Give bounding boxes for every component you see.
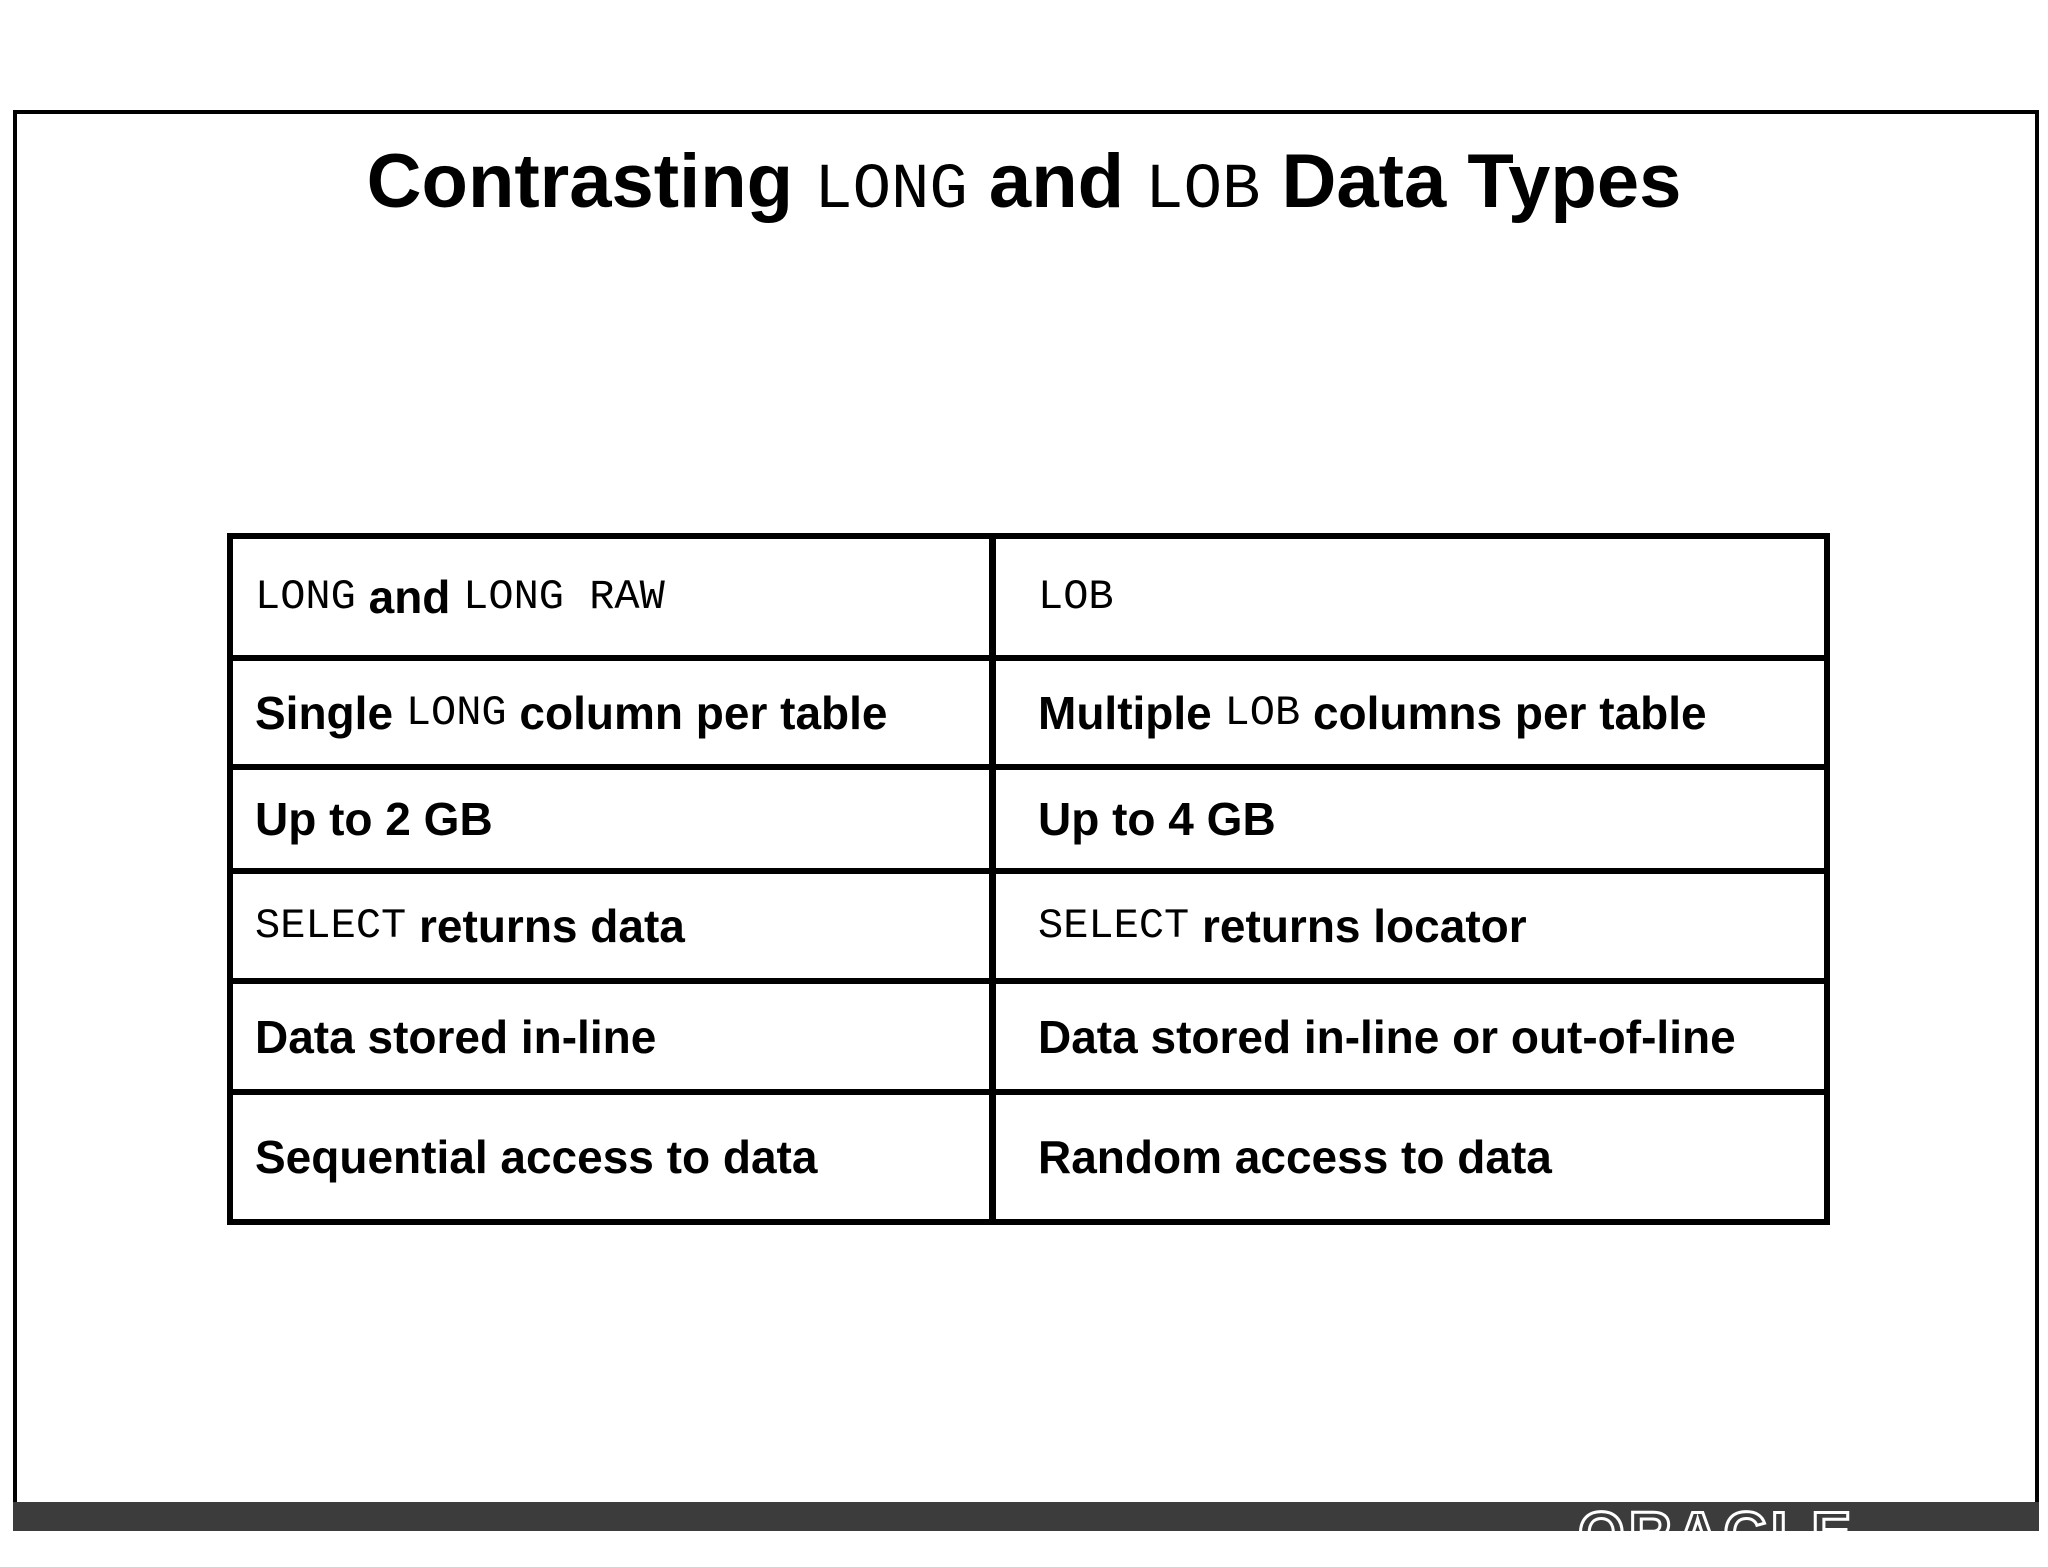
table-cell-size-lob: Up to 4 GB [996,770,1824,874]
cell-text: returns locator [1189,900,1527,952]
slide-title [0,132,2048,241]
cell-text: Multiple [1038,686,1225,739]
table-cell-select-long [233,874,996,984]
oracle-logo-text: ORACLE [1578,1500,1856,1567]
cell-text: columns per table [1300,686,1707,739]
table-cell-storage-long: Data stored in-line [233,984,996,1095]
header-code-long-raw: LONG RAW [463,573,665,621]
table-header-lob [996,539,1824,661]
header-text-and: and [355,571,464,623]
cell-code: LOB [1224,688,1301,737]
table-cell-access-lob: Random access to data [1038,1131,1552,1183]
title-text-1: Contrasting [366,139,815,224]
cell-text: Single [255,686,406,739]
header-code-long: LONG [255,573,356,621]
table-cell-select-lob [996,874,1824,984]
table-cell-columns-lob [996,661,1824,770]
oracle-logo [1578,1500,1856,1567]
comparison-table [227,533,1830,1225]
table-cell-access-long: Sequential access to data [233,1095,996,1219]
cell-code: LONG [405,688,507,737]
cell-code: SELECT [255,902,407,950]
cell-code: SELECT [1038,902,1190,950]
table-header-long [233,539,996,661]
cell-text: returns data [406,900,685,952]
title-text-3: Data Types [1260,139,1682,224]
title-code-long: LONG [814,155,968,227]
header-code-lob: LOB [1038,573,1114,621]
table-cell-storage-lob: Data stored in-line or out-of-line [996,984,1824,1095]
table-cell-columns-long [233,661,996,770]
table-cell-size-long: Up to 2 GB [233,770,996,874]
title-text-2: and [967,139,1146,224]
title-code-lob: LOB [1145,155,1261,227]
cell-text: column per table [506,686,888,739]
